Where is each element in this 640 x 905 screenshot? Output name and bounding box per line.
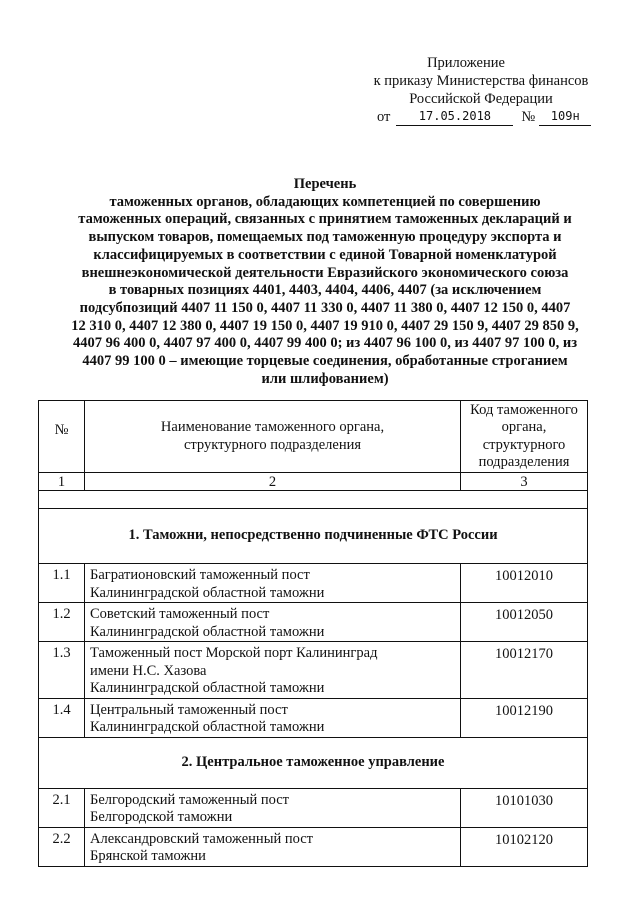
header-code [461, 401, 588, 473]
column-number-row [39, 473, 588, 491]
title-line: подсубпозиций 4407 11 150 0, 4407 11 330 0, 4407 11 380 0, 4407 12 150 0, 4407 [79, 299, 571, 316]
office-code: 10012170 [461, 642, 588, 699]
customs-offices-table [38, 400, 588, 867]
header-code-line: подразделения [478, 454, 570, 470]
empty-row [39, 491, 588, 509]
order-date: 17.05.2018 [396, 108, 513, 126]
header-name [85, 401, 461, 473]
office-name-line: Брянской таможни [90, 848, 206, 864]
office-code: 10012050 [461, 603, 588, 642]
office-name [85, 788, 461, 827]
title-line: таможенных операций, связанных с принятием таможенных деклараций и [78, 211, 572, 228]
section-title: 1. Таможни, непосредственно подчиненные ФТС России [39, 509, 588, 564]
office-name-line: Александровский таможенный пост [90, 830, 313, 847]
office-name-line: Таможенный пост Морской порт Калининград [90, 645, 378, 661]
row-number: 1.3 [39, 642, 85, 699]
number-sign: № [521, 109, 536, 125]
office-code: 10101030 [461, 788, 588, 827]
office-name-line: Советский таможенный пост [90, 606, 270, 622]
office-name-line: имени Н.С. Хазова [90, 662, 207, 679]
office-name-line: Калининградской областной таможни [90, 623, 325, 640]
header-code-line: Код таможенного [470, 401, 578, 418]
date-prefix: от [377, 109, 391, 125]
header-code-line: структурного [482, 436, 566, 453]
title-line: таможенных органов, обладающих компетенцией по совершению [109, 193, 541, 210]
title-line: классифицируемых в соответствии с единой Товарной номенклатурой [93, 246, 557, 263]
office-name [85, 603, 461, 642]
document-title [25, 176, 625, 388]
section-row [39, 737, 588, 788]
row-number: 2.2 [39, 827, 85, 866]
office-name-line: Багратионовский таможенный пост [90, 567, 310, 583]
office-name [85, 642, 461, 699]
row-number: 1.1 [39, 564, 85, 603]
table-row [39, 698, 588, 737]
table-row [39, 788, 588, 827]
order-reference: к приказу Министерства финансов [373, 73, 589, 89]
title-line: внешнеэкономической деятельности Евразийского экономического союза [81, 264, 569, 281]
office-code: 10102120 [461, 827, 588, 866]
office-name-line: Калининградской областной таможни [90, 719, 325, 735]
section-row [39, 509, 588, 564]
column-number: 2 [85, 473, 461, 491]
section-title: 2. Центральное таможенное управление [39, 737, 588, 788]
appendix-label: Приложение [427, 55, 505, 71]
column-number: 3 [461, 473, 588, 491]
office-name-line: Белгородский таможенный пост [90, 791, 289, 808]
empty-cell [39, 491, 588, 509]
issuer-name: Российской Федерации [409, 91, 553, 107]
office-name [85, 827, 461, 866]
office-name [85, 564, 461, 603]
approval-block [361, 54, 601, 108]
title-line: выпуском товаров, помещаемых под таможенную процедуру экспорта и [88, 229, 562, 246]
header-name-line: структурного подразделения [183, 436, 362, 453]
office-name-line: Калининградской областной таможни [90, 680, 325, 696]
title-line: в товарных позициях 4401, 4403, 4404, 4406, 4407 (за исключением [108, 282, 542, 299]
row-number: 1.4 [39, 698, 85, 737]
header-number: № [39, 401, 85, 473]
row-number: 1.2 [39, 603, 85, 642]
column-number: 1 [39, 473, 85, 491]
office-name-line: Калининградской областной таможни [90, 584, 325, 601]
table-header-row [39, 401, 588, 473]
office-name-line: Белгородской таможни [90, 809, 233, 825]
header-code-line: органа, [501, 419, 547, 435]
title-line: 12 310 0, 4407 12 380 0, 4407 19 150 0, 4407 19 910 0, 4407 29 150 9, 4407 29 850 9, [71, 317, 579, 334]
office-code: 10012010 [461, 564, 588, 603]
order-date-row [377, 108, 591, 126]
title-line: или шлифованием) [261, 370, 389, 387]
office-name [85, 698, 461, 737]
table-row [39, 642, 588, 699]
title-line: 4407 96 400 0, 4407 97 400 0, 4407 99 400 0; из 4407 96 100 0, из 4407 97 100 0, из [72, 335, 578, 352]
table-row [39, 603, 588, 642]
office-code: 10012190 [461, 698, 588, 737]
table-row [39, 564, 588, 603]
order-number: 109н [539, 108, 591, 126]
table-row [39, 827, 588, 866]
office-name-line: Центральный таможенный пост [90, 701, 288, 718]
row-number: 2.1 [39, 788, 85, 827]
header-name-line: Наименование таможенного органа, [160, 419, 385, 435]
title-line: 4407 99 100 0 – имеющие торцевые соединения, обработанные строганием [82, 353, 568, 370]
title-heading: Перечень [293, 176, 357, 192]
